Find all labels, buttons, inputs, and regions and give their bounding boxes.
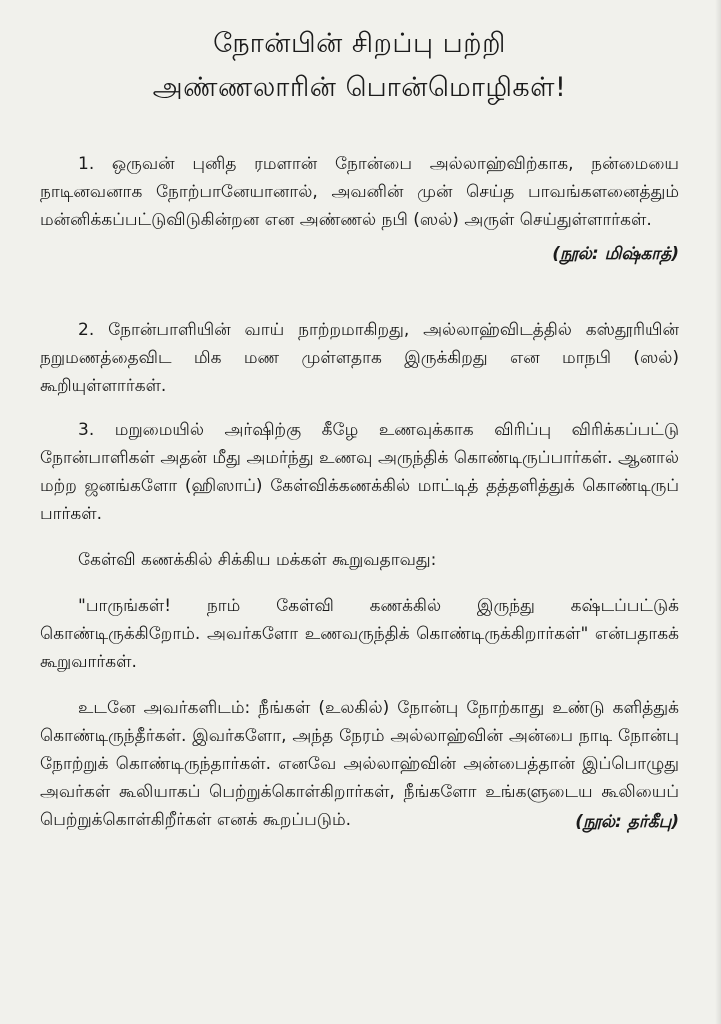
scan-edge-shadow: [715, 0, 721, 1024]
paragraph-5: "பாருங்கள்! நாம் கேள்வி கணக்கில் இருந்து கஷ்டப்பட்டுக் கொண்டிருக்கிறோம். அவர்களோ உணவருந்திக் கொண்டிருக்கிறார்கள்" என்பதாகக் கூறுவார்கள்.: [40, 596, 679, 672]
title-line-2: அண்ணலாரின் பொன்மொழிகள்!: [152, 72, 567, 103]
page-title: [40, 22, 679, 110]
title-line-1: நோன்பின் சிறப்பு பற்றி: [213, 28, 506, 59]
paragraph-4: கேள்வி கணக்கில் சிக்கிய மக்கள் கூறுவதாவது:: [78, 550, 437, 570]
paragraph-3: 3. மறுமையில் அர்ஷிற்கு கீழே உணவுக்காக விரிப்பு விரிக்கப்பட்டு நோன்பாளிகள் அதன் மீது அமர்ந்து உணவு அருந்திக் கொண்டிருப்பார்கள். ஆனால் மற்ற ஜனங்களோ (ஹிஸாப்) கேள்விக்கணக்கில் மாட்டித் தத்தளித்துக் கொண்டிருப் பார்கள்.: [40, 420, 679, 524]
paragraph-6: உடனே அவர்களிடம்: நீங்கள் (உலகில்) நோன்பு நோற்காது உண்டு களித்துக் கொண்டிருந்தீர்கள். இவர்களோ, அந்த நேரம் அல்லாஹ்வின் அன்பை நாடி நோன்பு நோற்றுக் கொண்டிருந்தார்கள். எனவே அல்லாஹ்வின் அன்பைத்தான் இப்பொழுது அவர்கள் கூலியாகப் பெற்றுக்கொள்கிறார்கள், நீங்களோ உங்களுடைய கூலியைப் பெற்றுக்கொள்கிறீர்கள் எனக் கூறப்படும்.: [40, 698, 679, 830]
paragraph-2: 2. நோன்பாளியின் வாய் நாற்றமாகிறது, அல்லாஹ்விடத்தில் கஸ்தூரியின் நறுமணத்தைவிட மிக மண முள்ளதாக இருக்கிறது என மாநபி (ஸல்) கூறியுள்ளார்கள்.: [40, 320, 679, 396]
reference-1: (நூல்: மிஷ்காத்): [552, 244, 679, 264]
paragraph-1: 1. ஒருவன் புனித ரமளான் நோன்பை அல்லாஹ்விற்காக, நன்மையை நாடினவனாக நோற்பானேயானால், அவனின் முன் செய்த பாவங்களனைத்தும் மன்னிக்கப்பட்டுவிடுகின்றன என அண்ணல் நபி (ஸல்) அருள் செய்துள்ளார்கள்.: [40, 154, 679, 230]
reference-2: (நூல்: தர்கீபு): [575, 812, 679, 832]
